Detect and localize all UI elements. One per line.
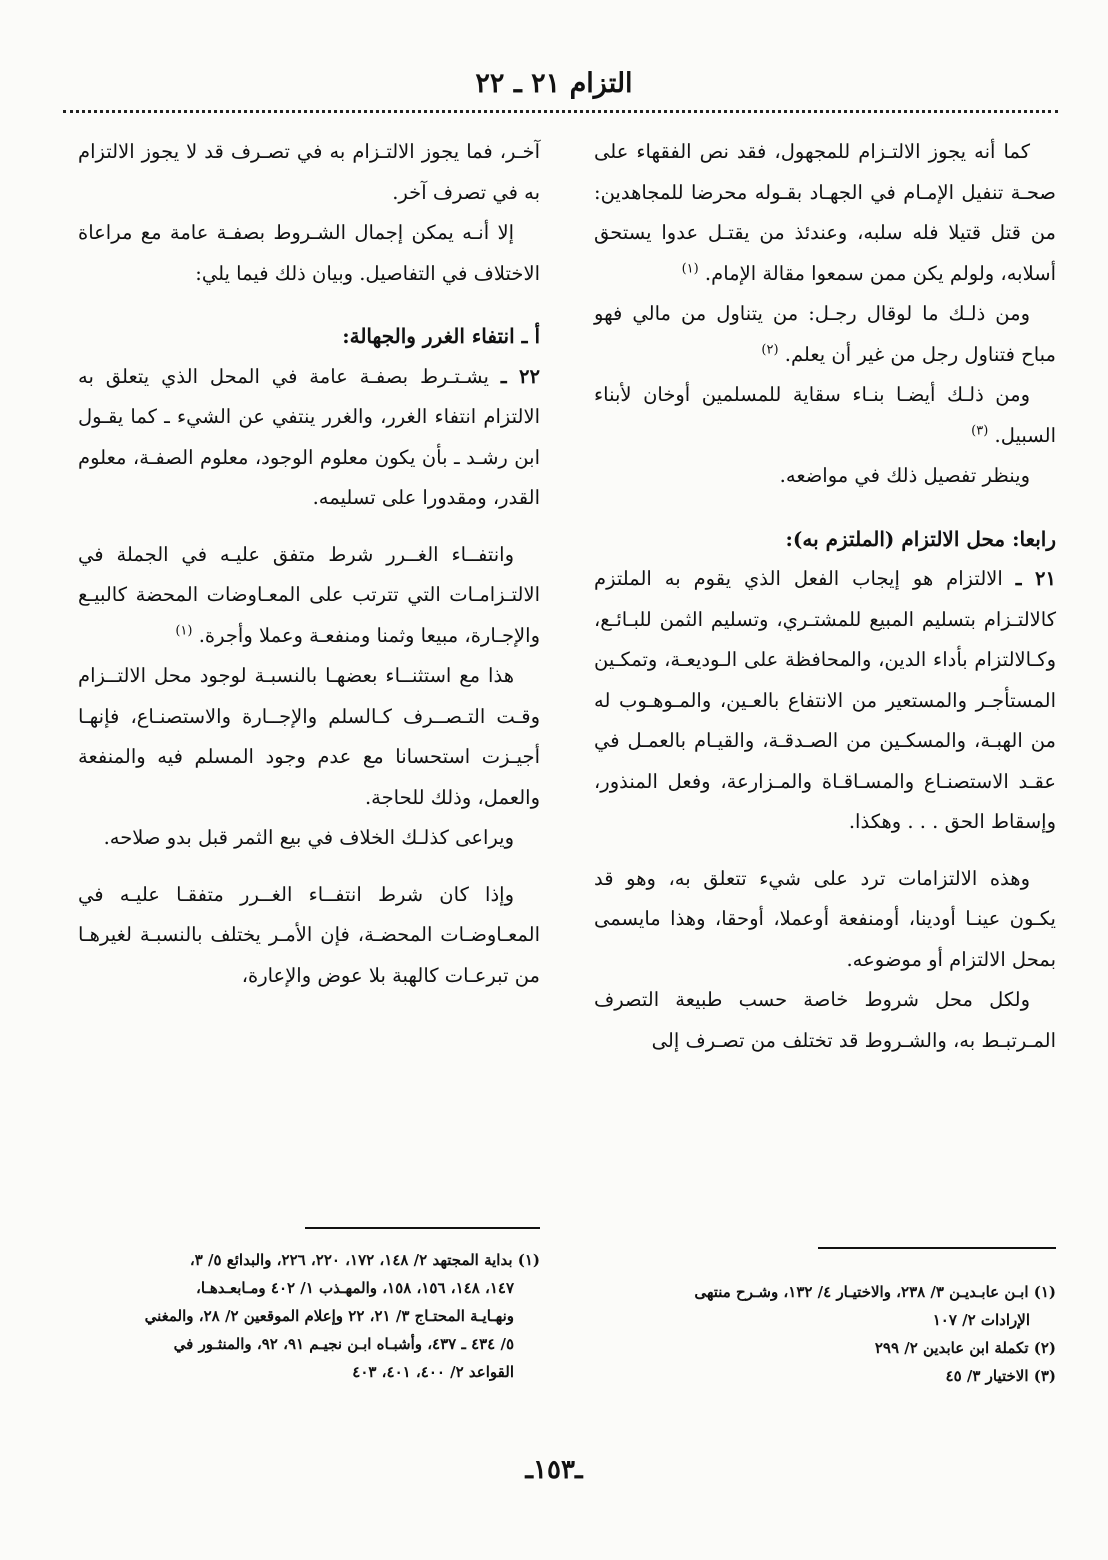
paragraph: وهذه الالتزامات ترد على شيء تتعلق به، وهو قد يكـون عينـا أودينا، أومنفعة أوعملا، أوحقا، وهذا مايسمى بمحل الالتزام أو موضوعه.: [594, 866, 1056, 971]
section-21: ٢١ ـ الالتزام هو إيجاب الفعل الذي يقوم به الملتزم كالالتـزام بتسليم المبيع للمشتـري، وتسليم الثمن للبـائـع، وكـالالتزام بأداء الدين، والمحافظة على الـوديعـة، وتمكـين المستأجـر والمستعير من الانتفاع بالعـين، والمـوهـوب له من الهبـة، والمسكـين من الصـدقـة، والقيـام بالعمـل في عقـد الاستصنـاع والمسـاقـاة والمـزارعة، وفعل المنذور، وإسقاط الحق . . . وهكذا.: [594, 567, 1056, 833]
footnote-continuation: القواعد ٢/ ٤٠٠، ٤٠١، ٤٠٣: [352, 1363, 514, 1381]
footnote-rule-right: [818, 1247, 1056, 1249]
paragraph: ومن ذلـك ما لوقال رجـل: من يتناول من مالي فهو مباح فتناول رجل من غير أن يعلم. $^{(٢)}$: [594, 302, 1056, 366]
section-number: ٢٢ ـ: [500, 364, 540, 388]
paragraph: ولكل محل شروط خاصة حسب طبيعة التصرف المـرتبـط به، والشـروط قد تختلف من تصـرف إلى: [594, 988, 1056, 1052]
page-header-title: التزام ٢١ ـ ٢٢: [475, 68, 633, 99]
footnote-continuation: ١٤٧، ١٤٨، ١٥٦، ١٥٨، والمهـذب ١/ ٤٠٢ ومـابعـدهـا،: [196, 1279, 514, 1297]
footnote: (٢) تكملة ابن عابدين ٢/ ٢٩٩: [874, 1339, 1056, 1357]
footnote: (٣) الاختيار ٣/ ٤٥: [945, 1367, 1056, 1385]
footnotes-left: [78, 1246, 540, 1386]
section-heading: أ ـ انتفاء الغرر والجهالة:: [342, 324, 540, 348]
paragraph: كما أنه يجوز الالتـزام للمجهول، فقد نص الفقهاء على صحـة تنفيل الإمـام في الجهـاد بقـوله محرضا للمجاهدين: من قتل قتيلا فله سلبه، وعندئذ من يقتـل عدوا يستحق أسلابه، ولولم يكن ممن سمعوا مقالة الإمام. $^{(١)}$: [594, 140, 1056, 285]
footnote-ref: (١): [681, 261, 699, 276]
footnote-continuation: ونهـايـة المحتـاج ٣/ ٢١، ٢٢ وإعلام الموقعين ٢/ ٢٨، والمغني: [144, 1307, 514, 1325]
paragraph: وانتفــاء الغــرر شرط متفق عليـه في الجملة في الالتـزامـات التي تترتب على المعـاوضات المحضة كالبيـع والإجـارة، مبيعا وثمنا ومنفعـة وعملا وأجرة. $^{(١)}$: [78, 542, 540, 647]
paragraph: إلا أنـه يمكن إجمال الشـروط بصفـة عامة مع مراعاة الاختلاف في التفاصيل. وبيان ذلك فيما يلي:: [78, 221, 540, 285]
footnote: (١) بداية المجتهد ٢/ ١٤٨، ١٧٢، ٢٢٠، ٢٢٦، والبدائع ٥/ ٣،: [189, 1251, 540, 1269]
paragraph: هذا مع استثنــاء بعضهـا بالنسبـة لوجود محل الالتــزام وقـت التـصــرف كـالسلم والإجــارة والاستصنـاع، فإنهـا أجيـزت استحسانا مع عدم وجود المسلم فيه والمنفعة والعمل، وذلك للحاجة.: [78, 664, 540, 809]
paragraph: وإذا كان شرط انتفــاء الغــرر متفقـا عليـه في المعـاوضـات المحضـة، فإن الأمـر يختلف بالنسبـة لغيرهـا من تبرعـات كالهبة بلا عوض والإعارة،: [78, 882, 540, 987]
footnote: (١) ابـن عابـديـن ٣/ ٢٣٨، والاختيـار ٤/ ١٣٢، وشـرح منتهى: [694, 1283, 1056, 1301]
footnote-continuation: الإرادات ٢/ ١٠٧: [932, 1311, 1030, 1329]
paragraph: آخـر، فما يجوز الالتـزام به في تصـرف قد لا يجوز الالتزام به في تصرف آخر.: [78, 140, 540, 204]
footnote-ref: (٢): [761, 342, 779, 357]
paragraph: وينظر تفصيل ذلك في مواضعه.: [779, 464, 1030, 487]
footnotes-right: [596, 1278, 1056, 1390]
section-heading: رابعا: محل الالتزام (الملتزم به):: [785, 526, 1056, 551]
footnote-ref: (٣): [971, 423, 989, 438]
left-column: [78, 132, 540, 996]
paragraph: ويراعى كذلـك الخلاف في بيع الثمر قبل بدو صلاحه.: [103, 826, 514, 849]
section-22: ٢٢ ـ يشـتـرط بصفـة عامة في المحل الذي يتعلق به الالتزام انتفاء الغرر، والغرر ينتفي عن الشيء ـ كما يقـول ابن رشـد ـ بأن يكون معلوم الوجود، معلوم الصفـة، معلوم القدر، ومقدورا على تسليمه.: [78, 364, 540, 509]
footnote-ref: (١): [175, 623, 193, 638]
paragraph: ومن ذلـك أيضـا بنـاء سقاية للمسلمين أوخان لأبناء السبيل. $^{(٣)}$: [594, 383, 1056, 447]
section-number: ٢١ ـ: [1015, 567, 1056, 590]
page-number: ـ١٥٣ـ: [525, 1455, 583, 1485]
right-column: [594, 132, 1056, 1061]
footnote-continuation: ٥/ ٤٣٤ ـ ٤٣٧، وأشبـاه ابـن نجيـم ٩١، ٩٢، والمنثـور في: [173, 1335, 514, 1353]
header-dotted-divider: [63, 110, 1058, 113]
footnote-rule-left: [305, 1227, 540, 1229]
